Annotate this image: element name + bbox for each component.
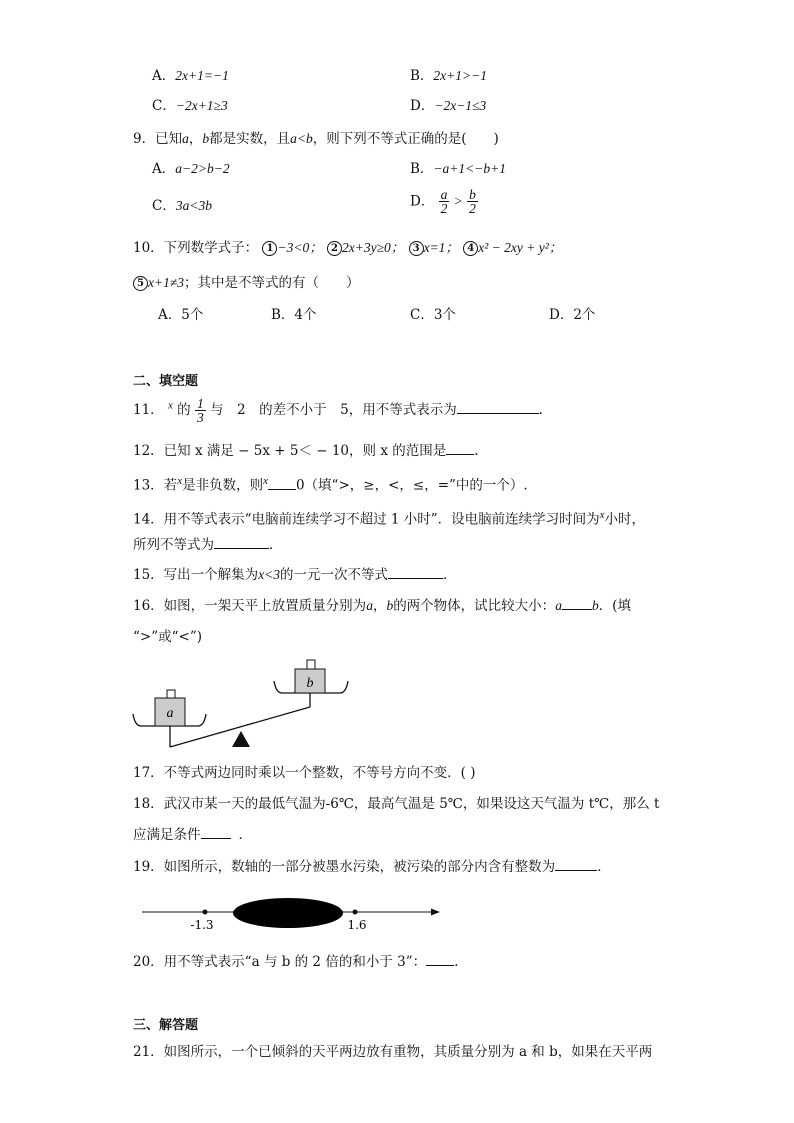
expression: x=1； xyxy=(423,240,459,255)
q11 xyxy=(133,397,552,424)
q16-text: ， xyxy=(372,598,387,614)
q12-text: 12．已知 x 满足 − 5x + 5＜ − 10，则 x 的范围是 xyxy=(133,443,447,459)
q14-line1 xyxy=(133,506,645,529)
option-expression: a−2>b−2 xyxy=(175,161,230,176)
option-label: B． xyxy=(410,68,434,84)
q9-option-c xyxy=(152,197,212,215)
answer-blank[interactable] xyxy=(562,597,592,610)
label-b: b xyxy=(306,676,314,691)
denominator: 2 xyxy=(469,201,476,216)
q21: 21．如图所示，一个已倾斜的天平两边放有重物，其质量分别为 a 和 b，如果在天平两 xyxy=(133,1044,653,1060)
option-label: C． xyxy=(152,98,176,114)
answer-blank[interactable] xyxy=(457,401,539,414)
q14-text: ． xyxy=(269,537,283,553)
q18-text: ． xyxy=(238,827,252,843)
q11-text: ． xyxy=(538,402,553,418)
q14-text: 14．用不等式表示“电脑前连续学习不超过 1 小时”．设电脑前连续学习时间为 xyxy=(133,511,600,528)
option-expression: 2x+1>−1 xyxy=(433,68,487,83)
option-expression: −a+1<−b+1 xyxy=(433,161,506,176)
balance-figure xyxy=(128,655,358,755)
q16-text: ．(填 xyxy=(598,598,631,614)
q13-text: 0（填“>，≥，<，≤，=”中的一个）. xyxy=(295,477,528,494)
q9-option-a xyxy=(152,160,230,178)
answer-blank[interactable] xyxy=(201,826,231,839)
option-label: D． xyxy=(410,193,435,210)
number-line-figure xyxy=(140,893,445,933)
circled-number-3: 3 xyxy=(409,241,424,256)
q9-option-b xyxy=(410,160,506,178)
q10-line2 xyxy=(133,274,360,292)
q9-text: ，则下列不等式正确的是( ) xyxy=(312,131,499,147)
answer-blank[interactable] xyxy=(426,953,454,966)
q19-text: ． xyxy=(597,859,611,875)
option-expression: 3a<3b xyxy=(175,198,212,213)
q16-text: 16．如图，一架天平上放置质量分别为 xyxy=(133,598,367,614)
expression: −3<0； xyxy=(277,240,323,255)
option-expression: −2x+1≥3 xyxy=(175,98,228,113)
q11-text: 与 2 的差不小于 5，用不等式表示为 xyxy=(210,402,457,418)
q10-text: ；其中是不等式的有（ ） xyxy=(184,275,360,291)
axis-arrow xyxy=(431,909,440,916)
q18-text: 应满足条件 xyxy=(133,827,201,843)
q8-option-c xyxy=(152,97,228,115)
q10-option-d: D．2个 xyxy=(549,307,596,323)
numerator: a xyxy=(440,187,448,202)
answer-blank[interactable] xyxy=(388,566,443,579)
q18-line1: 18．武汉市某一天的最低气温为-6℃，最高气温是 5℃，如果设这天气温为 t℃，那么 t xyxy=(133,796,660,812)
q20 xyxy=(133,953,458,971)
q12-text: . xyxy=(474,443,479,459)
weight-a-handle xyxy=(167,690,175,698)
expression: x² − 2xy + y²； xyxy=(478,240,563,255)
section-heading-fill-in: 二、填空题 xyxy=(133,374,199,389)
greater-than: > xyxy=(453,193,463,209)
var-x: x xyxy=(177,475,183,487)
fraction-one-third xyxy=(195,397,206,424)
q15-text: ． xyxy=(443,567,457,583)
section-heading-answers: 三、解答题 xyxy=(133,1018,199,1033)
var-x: x xyxy=(263,475,268,487)
var-b: b xyxy=(202,131,210,146)
q9-stem xyxy=(133,130,499,148)
option-label: A． xyxy=(152,68,176,84)
q15-text: 15．写出一个解集为 xyxy=(133,567,259,583)
answer-blank[interactable] xyxy=(555,858,597,871)
var-a: a xyxy=(366,598,373,613)
option-label: D． xyxy=(410,98,435,114)
q20-text: . xyxy=(454,954,459,970)
q20-text: 20．用不等式表示“a 与 b 的 2 倍的和小于 3”： xyxy=(133,954,427,970)
label-right: 1.6 xyxy=(347,918,367,932)
option-label: B． xyxy=(410,161,434,177)
q10-option-b: B．4个 xyxy=(271,307,317,323)
var-a: a xyxy=(555,598,562,613)
circled-number-1: 1 xyxy=(262,241,277,256)
q15 xyxy=(133,566,457,584)
q11-text: 的 xyxy=(177,402,191,418)
q9-condition: a<b xyxy=(290,131,313,146)
weight-b-handle xyxy=(307,660,315,669)
option-expression: 2x+1=−1 xyxy=(175,68,229,83)
q9-text: 都是实数，且 xyxy=(209,131,291,147)
denominator: 3 xyxy=(196,410,204,425)
numerator: 1 xyxy=(196,396,204,411)
point-left xyxy=(203,910,208,915)
var-b: b xyxy=(591,598,599,613)
label-a: a xyxy=(166,706,174,721)
q9-option-d xyxy=(410,188,478,215)
var-x: x xyxy=(167,399,173,412)
q10-line1 xyxy=(133,239,562,257)
q14-line2 xyxy=(133,536,283,554)
q8-option-b xyxy=(410,67,487,85)
fulcrum xyxy=(232,731,250,747)
expression: x<3 xyxy=(258,567,281,582)
q13-text: 13．若 xyxy=(133,477,178,494)
q15-text: 的一元一次不等式 xyxy=(280,567,389,583)
point-right xyxy=(353,910,358,915)
q13 xyxy=(133,472,528,495)
q16-text: 的两个物体，试比较大小： xyxy=(393,598,556,614)
answer-blank[interactable] xyxy=(268,477,296,490)
fraction-b-over-2 xyxy=(467,188,478,215)
q16-line1 xyxy=(133,597,631,615)
q18-line2 xyxy=(133,826,252,844)
q16-line2: “>”或“<”) xyxy=(133,629,202,645)
q14-text: 所列不等式为 xyxy=(133,537,214,553)
q8-option-a xyxy=(152,67,229,85)
q13-text: 是非负数，则 xyxy=(182,477,264,494)
q10-option-a: A．5个 xyxy=(158,307,204,323)
q10-option-c: C．3个 xyxy=(410,307,456,323)
fraction-a-over-2 xyxy=(439,188,450,215)
circled-number-2: 2 xyxy=(327,241,342,256)
label-left: -1.3 xyxy=(190,918,214,932)
q8-option-d xyxy=(410,97,486,115)
var-a: a xyxy=(182,131,189,146)
answer-blank[interactable] xyxy=(214,536,269,549)
q19 xyxy=(133,858,611,876)
var-b: b xyxy=(386,598,394,613)
q9-text: ， xyxy=(188,131,203,147)
q19-text: 19．如图所示，数轴的一部分被墨水污染，被污染的部分内含有整数为 xyxy=(133,859,556,875)
circled-number-4: 4 xyxy=(463,241,478,256)
q17: 17．不等式两边同时乘以一个整数，不等号方向不变．( ) xyxy=(133,765,476,781)
expression: 2x+3y≥0； xyxy=(342,240,405,255)
option-label: A． xyxy=(152,161,176,177)
ink-blot xyxy=(233,898,343,928)
option-label: C． xyxy=(152,198,176,214)
q10-text: 10．下列数学式子： xyxy=(133,240,259,256)
q14-text: 小时， xyxy=(604,511,646,528)
answer-blank[interactable] xyxy=(446,442,474,455)
var-x: x xyxy=(599,509,605,521)
q11-text: 11． xyxy=(133,402,164,418)
q12 xyxy=(133,442,479,460)
denominator: 2 xyxy=(440,201,448,216)
q9-text: 9．已知 xyxy=(133,131,183,147)
expression: x+1≠3 xyxy=(148,275,185,290)
numerator: b xyxy=(469,187,476,202)
circled-number-5: 5 xyxy=(133,276,148,291)
option-expression: −2x−1≤3 xyxy=(434,98,487,113)
